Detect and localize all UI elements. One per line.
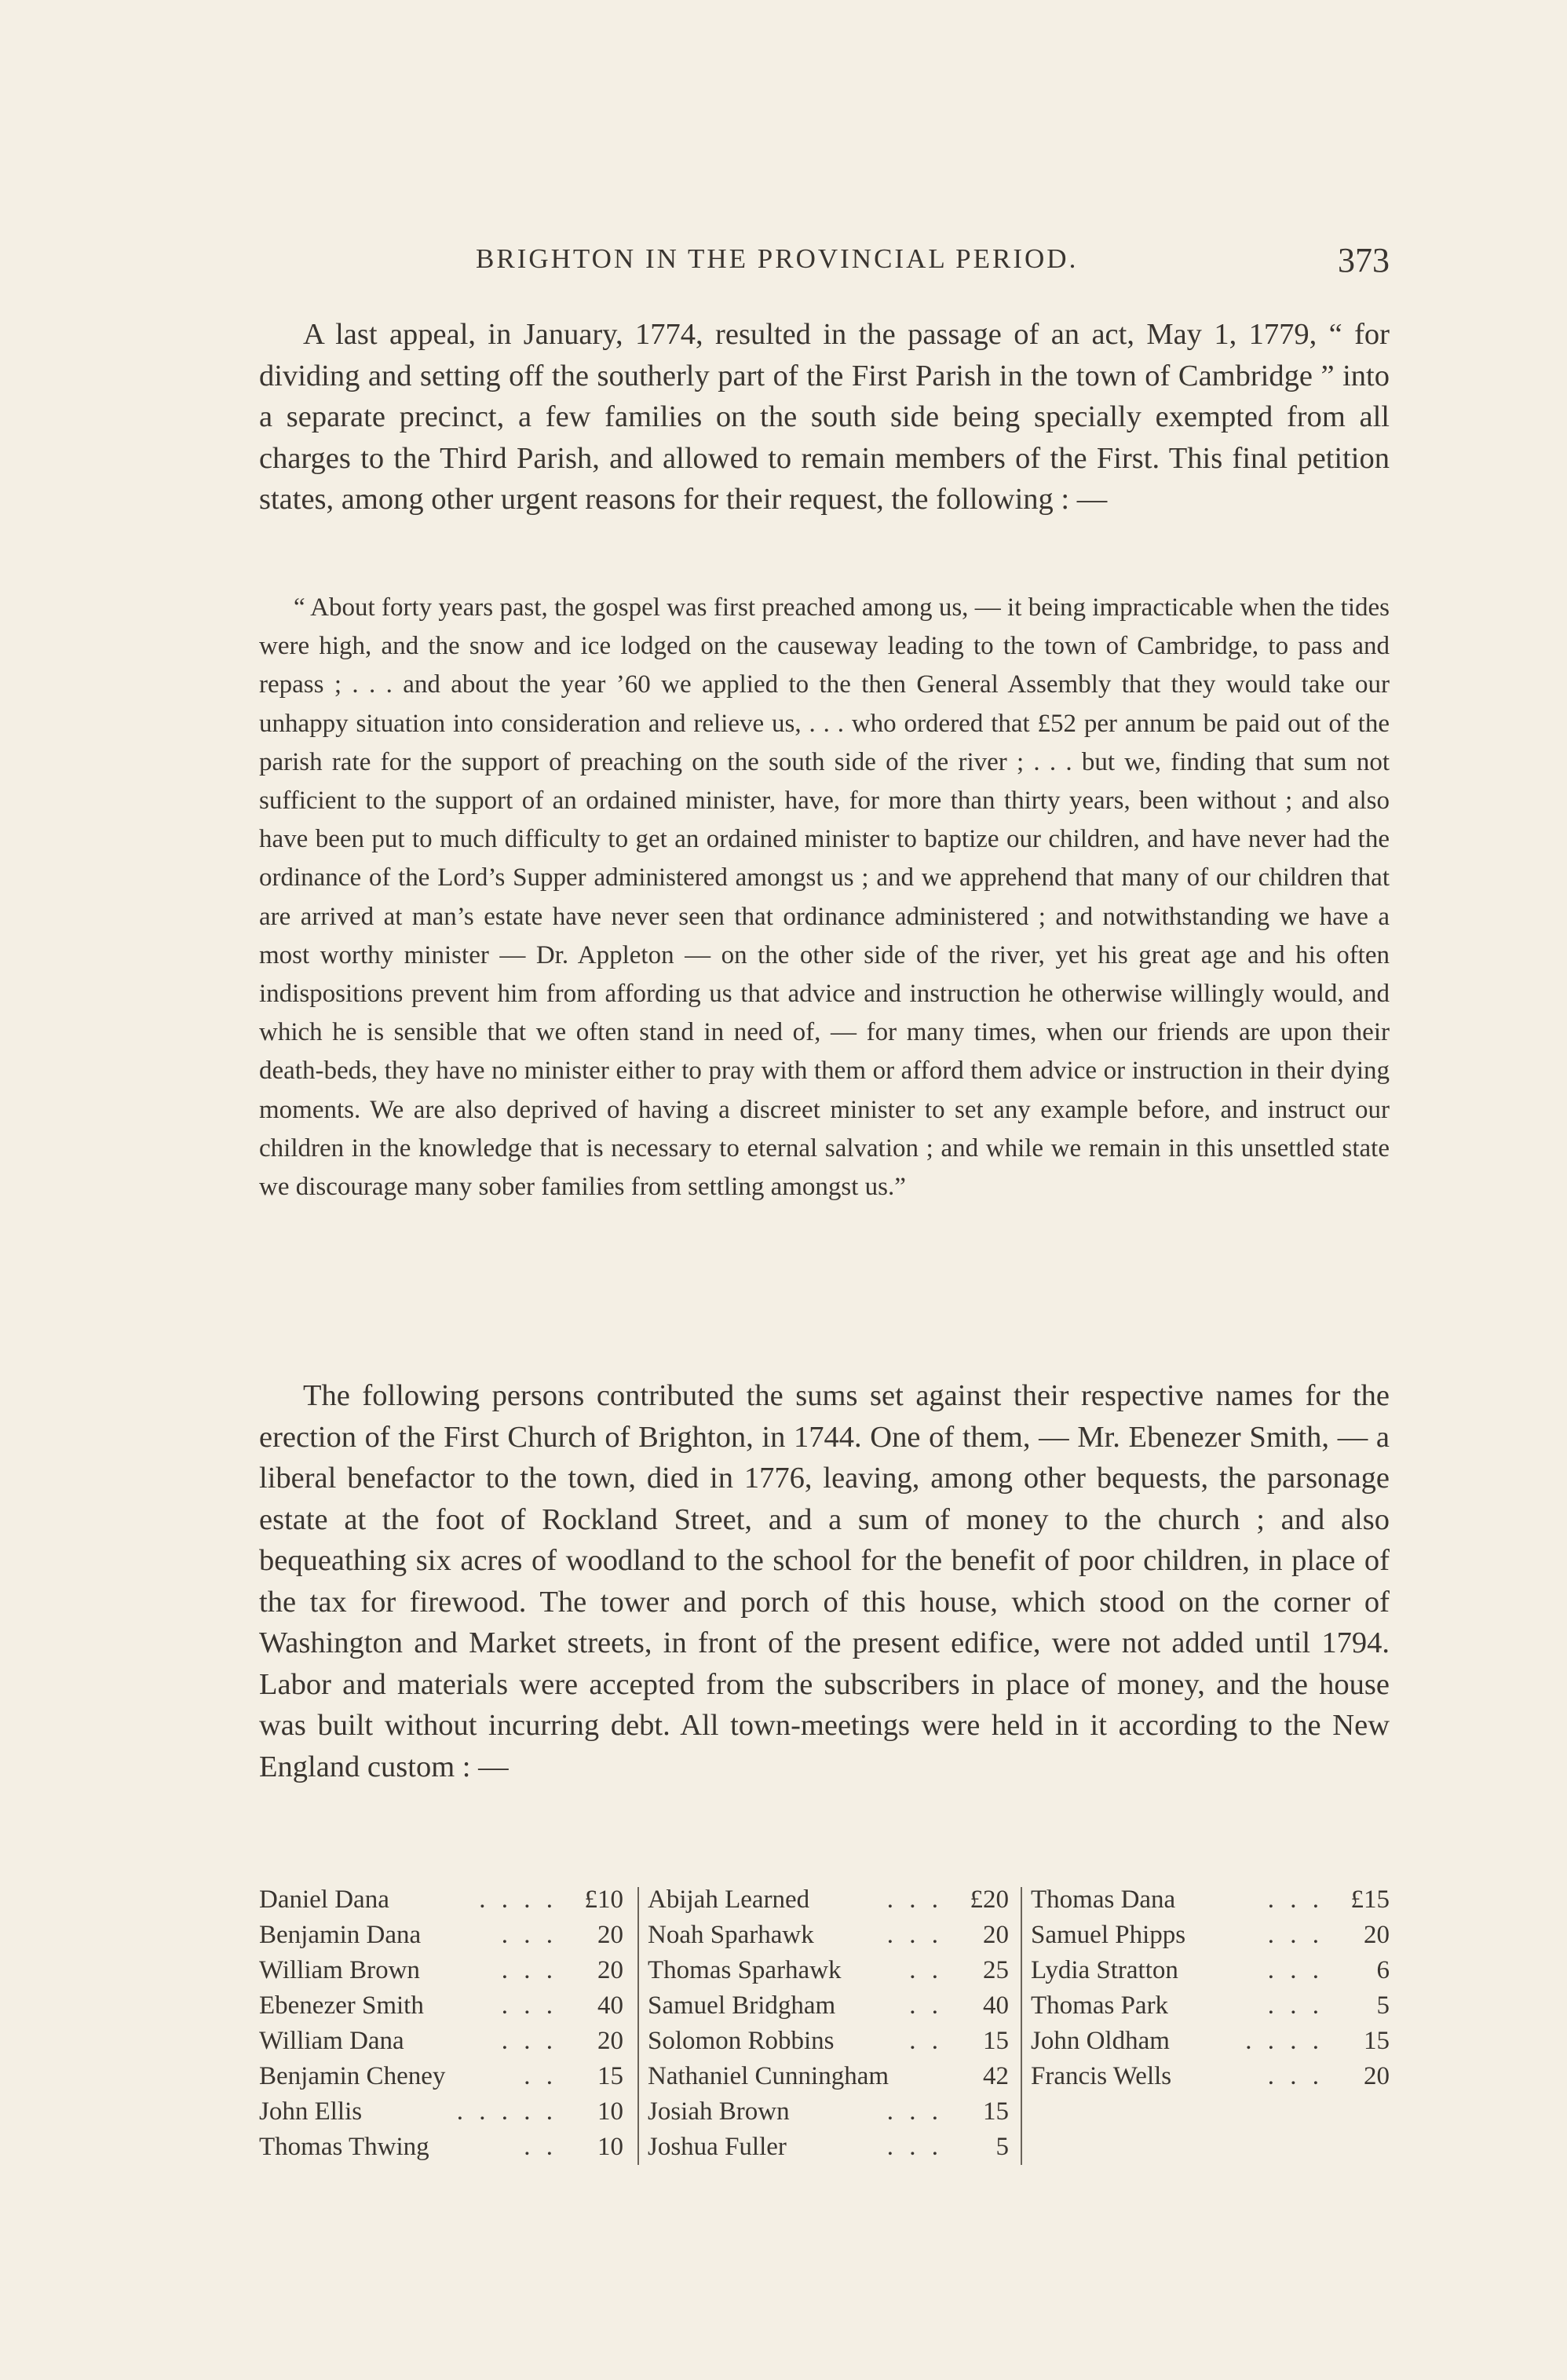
- subscriber-amount: 40: [983, 1991, 1009, 2020]
- subscriber-name: Samuel Phipps: [1031, 1921, 1186, 1949]
- dot-leader: . . .: [501, 2027, 557, 2055]
- subscriber-name: Benjamin Cheney: [259, 2062, 446, 2090]
- subscriber-name: William Brown: [259, 1956, 420, 1984]
- subscriber-entry: [1031, 1918, 1390, 1953]
- dot-leader: . . .: [1267, 2062, 1324, 2090]
- running-title: BRIGHTON IN THE PROVINCIAL PERIOD.: [476, 243, 1079, 274]
- subscriber-entry: [648, 1882, 1009, 1918]
- dot-leader: . . .: [1267, 1991, 1324, 2020]
- subscriber-amount: 20: [597, 1956, 623, 1984]
- subscriber-entry: [648, 2024, 1009, 2059]
- running-head: [259, 240, 1390, 287]
- dot-leader: . . .: [1267, 1956, 1324, 1984]
- dot-leader: . . .: [501, 1921, 557, 1949]
- subscriber-entry: [259, 2024, 623, 2059]
- subscriber-amount: 20: [597, 1921, 623, 1949]
- dot-leader: . . .: [1267, 1885, 1324, 1914]
- dot-leader: . . .: [501, 1991, 557, 2020]
- intro-paragraph: [259, 314, 1390, 520]
- dot-leader: . . .: [886, 2133, 943, 2161]
- subscriber-entry: [648, 1918, 1009, 1953]
- subscriber-name: Solomon Robbins: [648, 2027, 835, 2055]
- subscriber-amount: 42: [983, 2062, 1009, 2090]
- dot-leader: . .: [909, 1991, 943, 2020]
- subscriber-entry: [259, 1953, 623, 1988]
- subscriber-amount: 10: [597, 2133, 623, 2161]
- subscriber-amount: 25: [983, 1956, 1009, 1984]
- subscriber-name: Thomas Thwing: [259, 2133, 429, 2161]
- subscriber-entry: [648, 2059, 1009, 2094]
- subscriber-amount: 5: [995, 2133, 1009, 2161]
- subscriber-name: Daniel Dana: [259, 1885, 389, 1914]
- subscriber-entry: [259, 1988, 623, 2024]
- subscriber-name: John Ellis: [259, 2097, 363, 2126]
- column-divider: [637, 1887, 639, 2165]
- subscriber-name: Thomas Sparhawk: [648, 1956, 842, 1984]
- subscriber-name: Lydia Stratton: [1031, 1956, 1178, 1984]
- subscriber-amount: 40: [597, 1991, 623, 2020]
- subscriber-amount: 15: [983, 2097, 1009, 2126]
- subscriber-name: Nathaniel Cunningham: [648, 2062, 889, 2090]
- subscriber-amount: 6: [1376, 1956, 1390, 1984]
- dot-leader: . . . . .: [456, 2097, 557, 2126]
- subscriber-entry: [1031, 1988, 1390, 2024]
- subscriber-entry: [648, 2130, 1009, 2165]
- subscribers-column-1: [259, 1882, 623, 2165]
- subscriber-amount: 10: [597, 2097, 623, 2126]
- subscriber-name: Joshua Fuller: [648, 2133, 787, 2161]
- subscriber-amount: £10: [584, 1885, 623, 1914]
- dot-leader: . . .: [886, 1885, 943, 1914]
- page-number: 373: [1338, 241, 1390, 279]
- subscriber-entry: [648, 2094, 1009, 2130]
- petition-quote: “ About forty years past, the gospel was first preached among us, — it being impracticable when the tides were high, and the snow and ice lodged on the causeway leading to the town of Cambridge, to pass and repass ; . . . and about the year ’60 we applied to the then General Assembly that they would take our unhappy situation into consideration and relieve us, . . . who ordered that £52 per annum be paid out of the parish rate for the support of preaching on the south side of the river ; . . . but we, finding that sum not sufficient to the support of an ordained minister, have, for more than thirty years, been without ; and also have been put to much difficulty to get an ordained minister to baptize our children, and have never had the ordinance of the Lord’s Supper administered amongst us ; and we apprehend that many of our children that are arrived at man’s estate have never seen that ordinance administered ; and notwithstanding we have a most worthy minister — Dr. Appleton — on the other side of the river, yet his great age and his often indispositions prevent him from affording us that advice and instruction he otherwise willingly would, and which he is sensible that we often stand in need of, — for many times, when our friends are upon their death-beds, they have no minister either to pray with them or afford them advice or instruction in their dying moments. We are also deprived of having a discreet minister to set any example before, and instruct our children in the knowledge that is necessary to eternal salvation ; and while we remain in this unsettled state we discourage many sober families from settling amongst us.”: [259, 593, 1390, 1202]
- subscriber-entry: [1031, 1882, 1390, 1918]
- subscriber-amount: 15: [983, 2027, 1009, 2055]
- subscriber-name: Francis Wells: [1031, 2062, 1172, 2090]
- subscriber-amount: 20: [983, 1921, 1009, 1949]
- subscriber-name: William Dana: [259, 2027, 404, 2055]
- subscriber-entry: [259, 2130, 623, 2165]
- dot-leader: . .: [524, 2062, 557, 2090]
- subscriber-name: Abijah Learned: [648, 1885, 810, 1914]
- dot-leader: . .: [909, 1956, 943, 1984]
- dot-leader: . . . .: [1245, 2027, 1324, 2055]
- subscribers-column-3: [1031, 1882, 1390, 2094]
- intro-paragraph-text: A last appeal, in January, 1774, resulted in the passage of an act, May 1, 1779, “ for dividing and setting off the southerly part of the First Parish in the town of Cambridge ” into a separate precinct, a few families on the south side being specially exempted from all charges to the Third Parish, and allowed to remain members of the First. This final petition states, among other urgent reasons for their request, the following : —: [259, 318, 1390, 516]
- subscriber-entry: [259, 2094, 623, 2130]
- dot-leader: . .: [524, 2133, 557, 2161]
- subscriber-entry: [259, 2059, 623, 2094]
- dot-leader: . . .: [886, 2097, 943, 2126]
- dot-leader: . . .: [1267, 1921, 1324, 1949]
- dot-leader: . .: [909, 2027, 943, 2055]
- dot-leader: . . . .: [479, 1885, 557, 1914]
- subscriber-name: Samuel Bridgham: [648, 1991, 836, 2020]
- subscribers-intro-paragraph: [259, 1375, 1390, 1787]
- subscriber-name: John Oldham: [1031, 2027, 1170, 2055]
- subscriber-entry: [1031, 2059, 1390, 2094]
- subscriber-entry: [259, 1918, 623, 1953]
- dot-leader: . . .: [886, 1921, 943, 1949]
- subscriber-amount: 20: [1364, 2062, 1390, 2090]
- subscriber-name: Benjamin Dana: [259, 1921, 422, 1949]
- subscriber-amount: £15: [1350, 1885, 1390, 1914]
- subscriber-name: Ebenezer Smith: [259, 1991, 424, 2020]
- dot-leader: . . .: [501, 1956, 557, 1984]
- subscriber-amount: 15: [597, 2062, 623, 2090]
- subscribers-column-2: [648, 1882, 1009, 2165]
- subscriber-name: Thomas Dana: [1031, 1885, 1176, 1914]
- subscriber-amount: £20: [970, 1885, 1009, 1914]
- subscriber-name: Noah Sparhawk: [648, 1921, 814, 1949]
- subscribers-intro-text: The following persons contributed the sums set against their respective names for the erection of the First Church of Brighton, in 1744. One of them, — Mr. Ebenezer Smith, — a liberal benefactor to the town, died in 1776, leaving, among other bequests, the parsonage estate at the foot of Rockland Street, and a sum of money to the church ; and also bequeathing six acres of woodland to the school for the benefit of poor children, in place of the tax for firewood. The tower and porch of this house, which stood on the corner of Washington and Market streets, in front of the present edifice, were not added until 1794. Labor and materials were accepted from the subscribers in place of money, and the house was built without incurring debt. All town-meetings were held in it according to the New England custom : —: [259, 1379, 1390, 1783]
- subscribers-list: [259, 1882, 1390, 2181]
- subscriber-name: Josiah Brown: [648, 2097, 790, 2126]
- subscriber-amount: 20: [597, 2027, 623, 2055]
- subscriber-entry: [259, 1882, 623, 1918]
- subscriber-amount: 15: [1364, 2027, 1390, 2055]
- column-divider: [1021, 1887, 1022, 2165]
- subscriber-amount: 20: [1364, 1921, 1390, 1949]
- subscriber-entry: [648, 1953, 1009, 1988]
- subscriber-entry: [1031, 1953, 1390, 1988]
- subscriber-entry: [1031, 2024, 1390, 2059]
- subscriber-name: Thomas Park: [1031, 1991, 1169, 2020]
- subscriber-amount: 5: [1376, 1991, 1390, 2020]
- subscriber-entry: [648, 1988, 1009, 2024]
